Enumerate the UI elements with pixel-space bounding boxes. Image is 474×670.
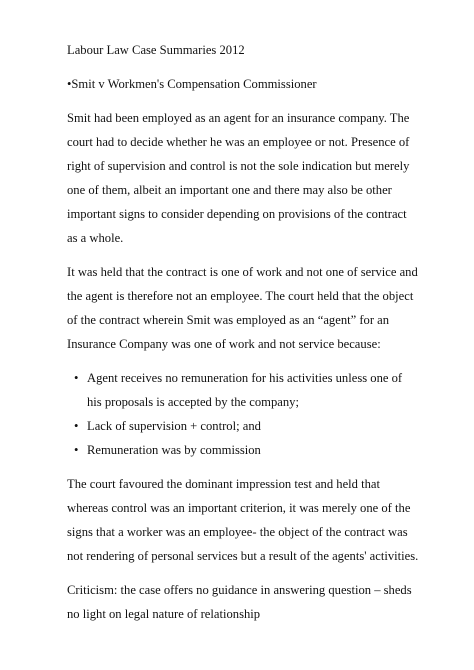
bullet-icon: • <box>74 371 79 385</box>
facts-paragraph: Smit had been employed as an agent for an insurance company. The court had to decide whether he was an employee or not. Presence of right of supervision and control is not the sole indication but merely one of them, albeit an important one and there may also be other important signs to consider depending on provisions of the contract as a whole. <box>67 111 410 245</box>
list-item <box>67 438 419 462</box>
bullet-icon: • <box>74 419 79 433</box>
list-item <box>67 414 419 438</box>
list-item-text: Remuneration was by commission <box>87 443 261 457</box>
document-body <box>67 38 419 636</box>
list-item-text: Lack of supervision + control; and <box>87 419 261 433</box>
criticism-paragraph: Criticism: the case offers no guidance in answering question – sheds no light on legal nature of relationship <box>67 583 412 621</box>
reasons-list <box>67 366 419 462</box>
bullet-icon: • <box>74 443 79 457</box>
document-title: Labour Law Case Summaries 2012 <box>67 43 245 57</box>
holding-paragraph: It was held that the contract is one of work and not one of service and the agent is therefore not an employee. The court held that the object of the contract wherein Smit was employed as an “agent” for an Insurance Company was one of work and not service because: <box>67 265 418 351</box>
case-heading: •Smit v Workmen's Compensation Commissioner <box>67 77 317 91</box>
list-item <box>67 366 419 414</box>
list-item-text: Agent receives no remuneration for his activities unless one of his proposals is accepted by the company; <box>87 371 403 409</box>
conclusion-paragraph: The court favoured the dominant impression test and held that whereas control was an important criterion, it was merely one of the signs that a worker was an employee- the object of the contract was not rendering of personal services but a result of the agents' activities. <box>67 477 419 563</box>
